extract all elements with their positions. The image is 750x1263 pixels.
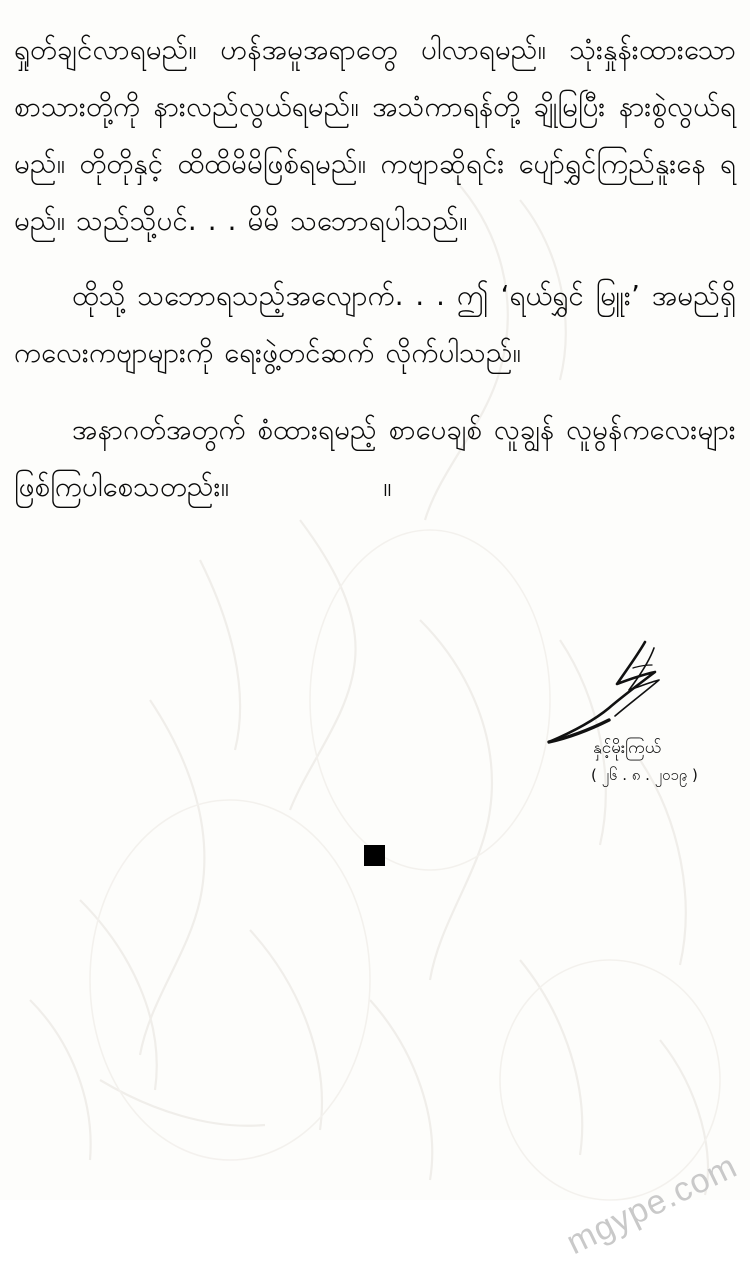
paragraph-3-text: အနာဂတ်အတွက် စံထားရမည့် စာပေချစ် လူချွန် လူမွန်ကလေးများ ဖြစ်ကြပါစေသတည်း။	[14, 414, 736, 503]
page-text-body	[14, 22, 738, 520]
signature-block	[505, 638, 715, 828]
site-watermark: mgype.com	[560, 1146, 744, 1263]
closing-mark: ။	[383, 471, 392, 503]
paragraph-3	[14, 402, 736, 516]
signature-name: နှင့်မိုးကြယ်	[593, 738, 662, 758]
end-of-text-square	[364, 845, 385, 866]
paragraph-1: ရှုတ်ချင်လာရမည်။ ဟန်အမူအရာတွေ ပါလာရမည်။ သုံးနှုန်းထားသော စာသားတို့ကို နားလည်လွယ်ရမည်။ အသံကာရန်တို့ ချိုမြပြီး နားစွဲလွယ်ရမည်။ တိုတိုနှင့် ထိထိမိမိဖြစ်ရမည်။ ကဗျာဆိုရင်း ပျော်ရွှင်ကြည်နူးနေ ရမည်။ သည်သို့ပင်. . . မိမိ သဘောရပါသည်။	[14, 34, 736, 237]
paragraph-2: ထိုသို့ သဘောရသည့်အလျောက်. . . ဤ ‘ရယ်ရွှင် မြူး’ အမည်ရှိ ကလေးကဗျာများကို ရေးဖွဲ့တင်ဆက် လိုက်ပါသည်။	[14, 280, 736, 369]
signature-date: ( ၂၆ . ၈ . ၂၀၁၉ )	[591, 766, 698, 784]
